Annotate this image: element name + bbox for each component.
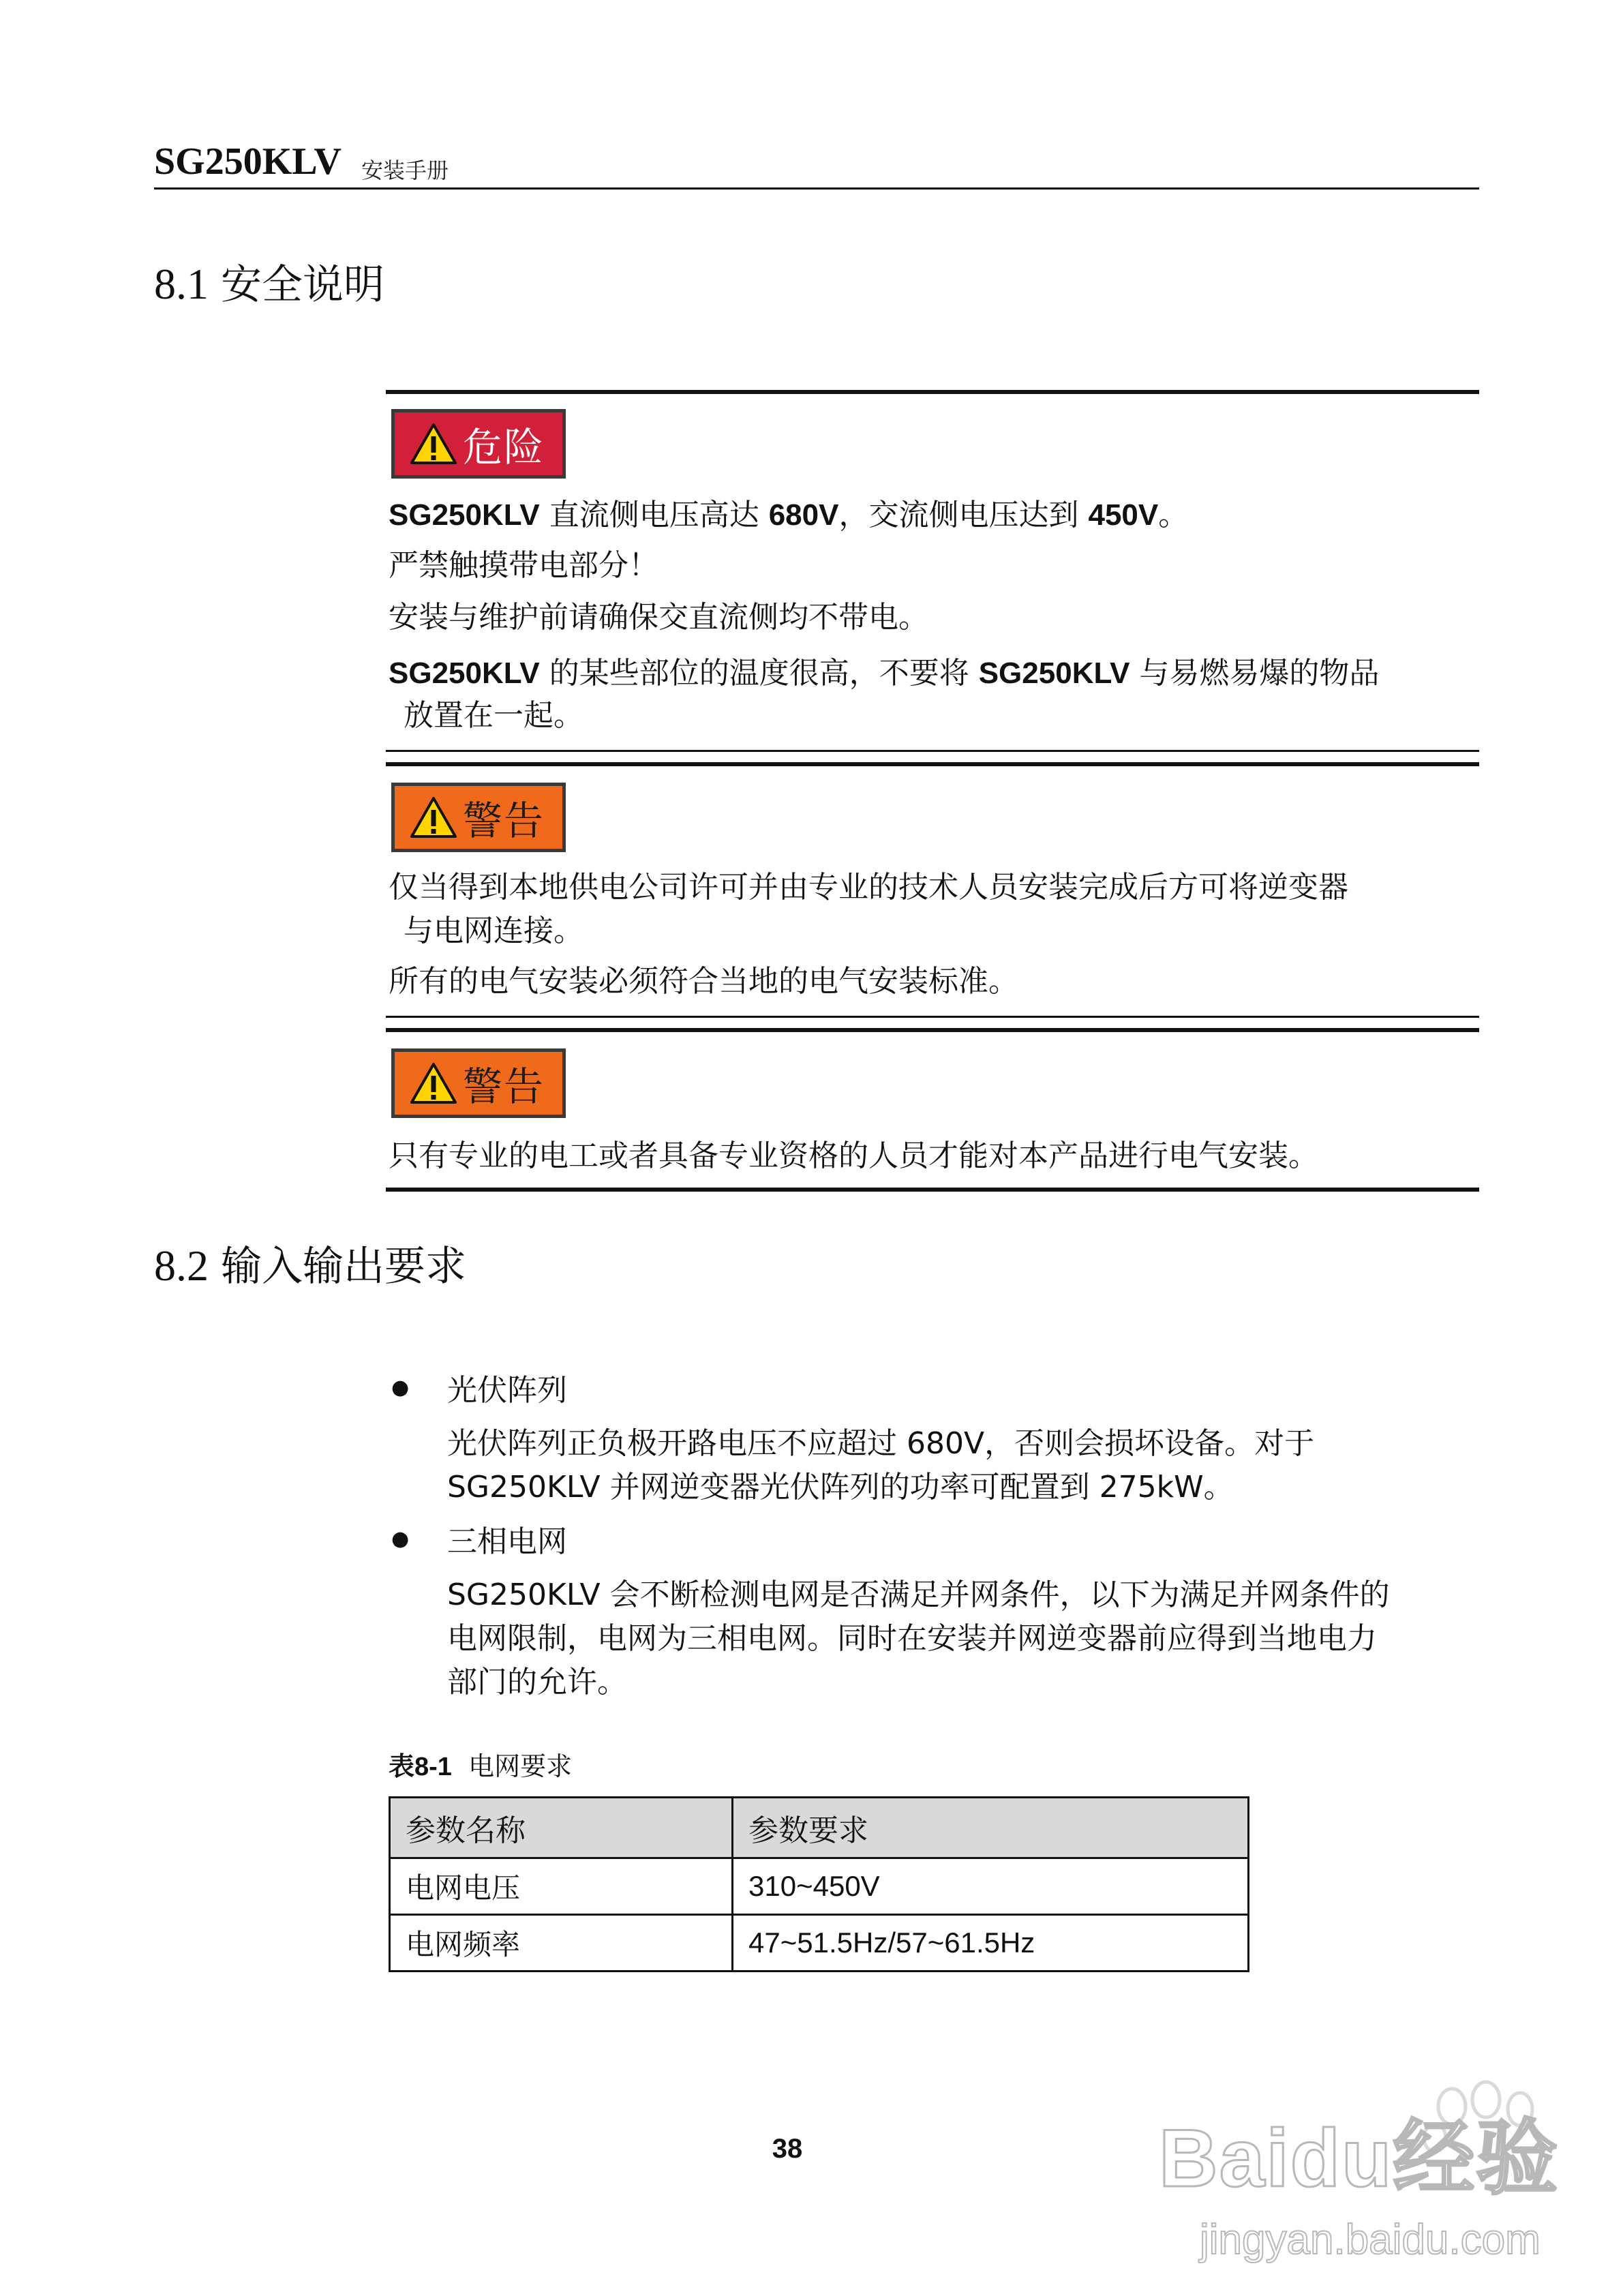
danger-model-3: SG250KLV xyxy=(978,656,1130,690)
table-row xyxy=(390,1915,1249,1972)
danger-line-5: 放置在一起。 xyxy=(404,698,583,733)
warning-1-label: 警告 xyxy=(463,798,545,844)
danger-model-2: SG250KLV xyxy=(389,656,540,690)
list-item-title-1: 光伏阵列 xyxy=(447,1373,567,1408)
warning-1-badge xyxy=(391,783,566,852)
warning-2-line-1: 只有专业的电工或者具备专业资格的人员才能对本产品进行电气安装。 xyxy=(389,1138,1318,1173)
table-row xyxy=(390,1858,1249,1915)
table-cell-param: 电网频率 xyxy=(390,1915,733,1972)
warning-2-bottom-rule xyxy=(386,1188,1479,1192)
danger-text-c: 。 xyxy=(1158,498,1189,532)
section-2-title: 输入输出要求 xyxy=(221,1243,466,1290)
danger-line-1 xyxy=(389,496,1188,534)
ac-voltage: 450V xyxy=(1088,498,1159,532)
danger-line-2: 严禁触摸带电部分！ xyxy=(389,548,658,583)
table-cell-value: 47~51.5Hz/57~61.5Hz xyxy=(733,1915,1249,1972)
warning-1-line-3: 所有的电气安装必须符合当地的电气安装标准。 xyxy=(389,964,1018,999)
table-cell-value: 310~450V xyxy=(733,1858,1249,1915)
bullet-dot-2: ● xyxy=(391,1527,410,1551)
warning-1-line-2: 与电网连接。 xyxy=(404,913,583,948)
danger-label: 危险 xyxy=(463,424,545,470)
warning-1-top-rule xyxy=(386,762,1479,766)
section-1-number: 8.1 xyxy=(154,260,209,308)
danger-top-rule xyxy=(386,390,1479,394)
list-item-2-line-3: 部门的允许。 xyxy=(447,1665,627,1700)
danger-badge xyxy=(391,409,566,479)
list-item-1-line-1: 光伏阵列正负极开路电压不应超过 680V，否则会损坏设备。对于 xyxy=(447,1426,1315,1461)
warning-triangle-icon xyxy=(410,796,457,839)
danger-text-d: 的某些部位的温度很高，不要将 xyxy=(539,656,979,691)
grid-requirements-table xyxy=(389,1796,1249,1972)
warning-2-badge xyxy=(391,1048,566,1118)
table-cell-param: 电网电压 xyxy=(390,1858,733,1915)
table-header-param: 参数名称 xyxy=(390,1798,733,1858)
warning-triangle-icon xyxy=(410,423,457,465)
table-header-row xyxy=(390,1798,1249,1858)
table-header-requirement: 参数要求 xyxy=(733,1798,1249,1858)
list-item-2-line-1: SG250KLV 会不断检测电网是否满足并网条件，以下为满足并网条件的 xyxy=(447,1577,1390,1612)
danger-bottom-rule xyxy=(386,750,1479,752)
danger-line-4 xyxy=(389,654,1379,693)
danger-text-e: 与易燃易爆的物品 xyxy=(1129,656,1380,691)
warning-2-top-rule xyxy=(386,1028,1479,1032)
list-item-2-line-2: 电网限制，电网为三相电网。同时在安装并网逆变器前应得到当地电力 xyxy=(447,1621,1377,1656)
warning-1-line-1: 仅当得到本地供电公司许可并由专业的技术人员安装完成后方可将逆变器 xyxy=(389,870,1348,905)
list-item-1-line-2: SG250KLV 并网逆变器光伏阵列的功率可配置到 275kW。 xyxy=(447,1470,1234,1505)
warning-triangle-icon xyxy=(410,1062,457,1104)
table-caption-id: 表8-1 xyxy=(389,1753,452,1781)
header-rule xyxy=(154,187,1479,190)
danger-line-3: 安装与维护前请确保交直流侧均不带电。 xyxy=(389,600,928,635)
watermark-url: jingyan.baidu.com xyxy=(1200,2216,1541,2263)
warning-2-label: 警告 xyxy=(463,1063,545,1110)
warning-1-bottom-rule xyxy=(386,1016,1479,1018)
section-2-number: 8.2 xyxy=(154,1241,209,1290)
watermark-brand: Baidu经验 xyxy=(1159,2113,1560,2204)
section-1-heading xyxy=(154,252,384,311)
danger-text-a: 直流侧电压高达 xyxy=(539,498,769,532)
header-subtitle: 安装手册 xyxy=(361,157,449,183)
section-1-title: 安全说明 xyxy=(221,261,384,309)
bullet-dot-1: ● xyxy=(391,1376,410,1400)
table-caption xyxy=(389,1745,572,1783)
list-item-title-2: 三相电网 xyxy=(447,1524,567,1559)
danger-model: SG250KLV xyxy=(389,498,540,532)
dc-voltage: 680V xyxy=(768,498,839,532)
page-number: 38 xyxy=(772,2134,803,2164)
table-caption-title: 电网要求 xyxy=(468,1751,573,1781)
danger-text-b: ，交流侧电压达到 xyxy=(838,498,1089,532)
section-2-heading xyxy=(154,1234,466,1293)
header-model: SG250KLV xyxy=(154,140,342,183)
